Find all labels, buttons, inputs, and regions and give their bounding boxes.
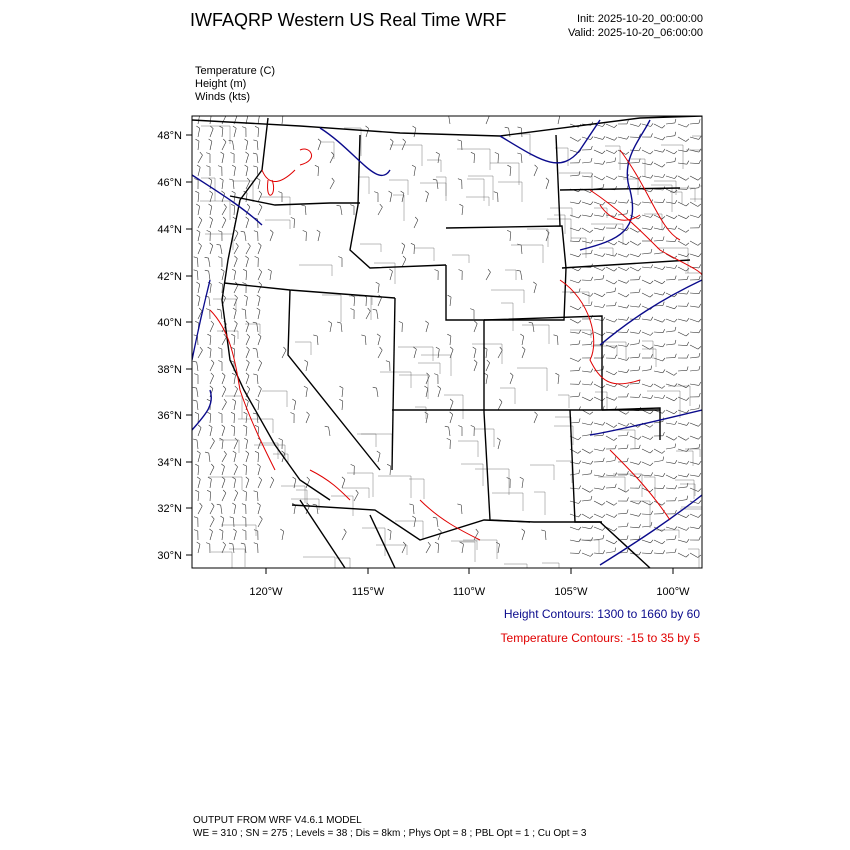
lon-label: 105°W — [554, 586, 588, 598]
lat-label: 30°N — [157, 550, 182, 562]
lat-label: 40°N — [157, 317, 182, 329]
init-time: Init: 2025-10-20_00:00:00 — [577, 13, 703, 25]
footer-model-params: WE = 310 ; SN = 275 ; Levels = 38 ; Dis = 8km ; Phys Opt = 8 ; PBL Opt = 1 ; Cu Opt = 3 — [193, 828, 587, 839]
wind-barb-flag — [234, 113, 237, 116]
lat-label: 34°N — [157, 457, 182, 469]
field-height: Height (m) — [195, 78, 247, 90]
wind-barb-flag — [208, 113, 212, 115]
lat-label: 46°N — [157, 177, 182, 189]
lon-label: 115°W — [351, 586, 385, 598]
wind-barb-flag — [280, 113, 284, 115]
footer-model-info: OUTPUT FROM WRF V4.6.1 MODEL — [193, 815, 362, 826]
wind-barb-flag — [256, 113, 259, 115]
map-title: IWFAQRP Western US Real Time WRF — [190, 10, 507, 30]
lat-label: 36°N — [157, 410, 182, 422]
lat-label: 38°N — [157, 364, 182, 376]
wind-barb-flag — [445, 114, 449, 115]
lat-label: 44°N — [157, 224, 182, 236]
field-temperature: Temperature (C) — [195, 65, 276, 77]
county-line — [700, 186, 724, 204]
wind-barb-flag — [557, 113, 560, 115]
lat-label: 42°N — [157, 271, 182, 283]
lon-label: 100°W — [656, 586, 690, 598]
lon-label: 110°W — [452, 586, 486, 598]
wind-barb-flag — [196, 113, 199, 115]
field-winds: Winds (kts) — [195, 91, 250, 103]
temperature-contour-legend: Temperature Contours: -15 to 35 by 5 — [500, 631, 700, 645]
latitude-axis — [157, 130, 192, 562]
lat-label: 48°N — [157, 130, 182, 142]
height-contour-legend: Height Contours: 1300 to 1660 by 60 — [503, 607, 700, 621]
wind-barb-flag — [223, 113, 226, 116]
longitude-axis — [249, 568, 690, 598]
wind-barb-flag — [245, 113, 248, 115]
valid-time: Valid: 2025-10-20_06:00:00 — [568, 27, 703, 39]
wind-barb-flag — [487, 113, 490, 116]
lat-label: 32°N — [157, 503, 182, 515]
lon-label: 120°W — [249, 586, 283, 598]
